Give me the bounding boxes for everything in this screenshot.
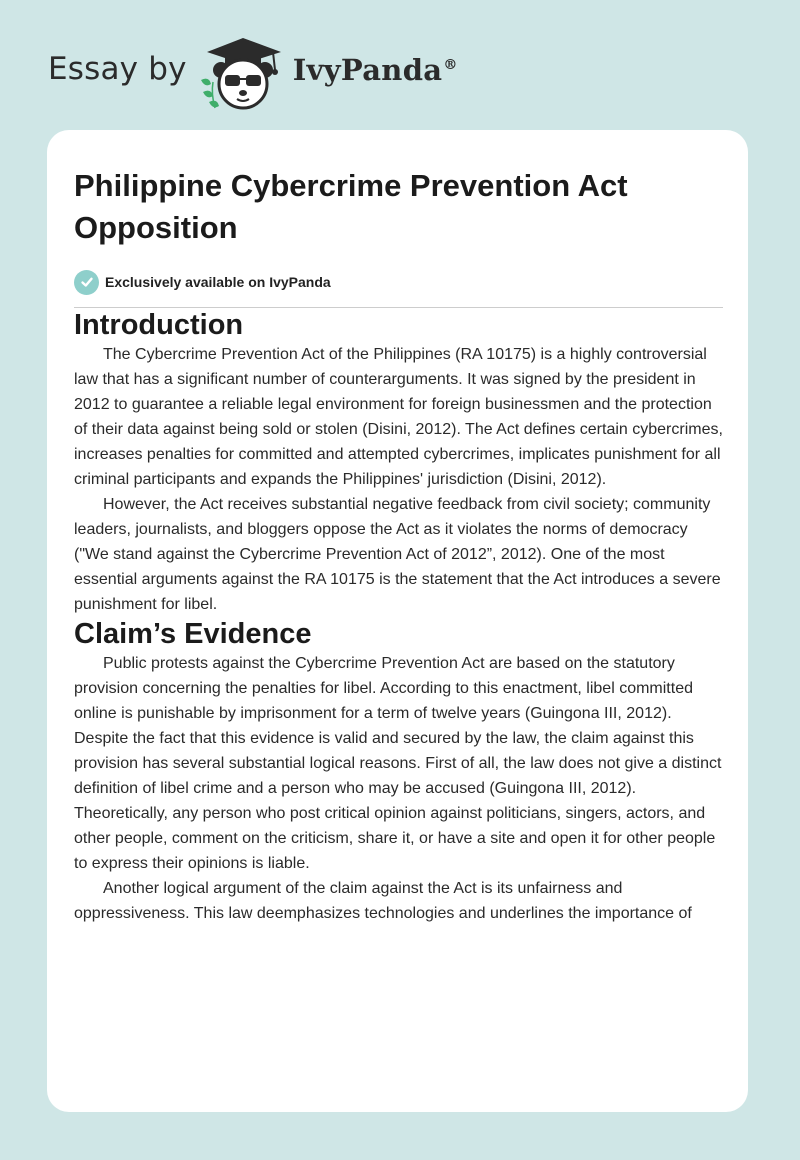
ivypanda-logo-icon[interactable] — [197, 32, 289, 112]
brand-name[interactable]: IvyPanda® — [292, 53, 458, 87]
paragraph: The Cybercrime Prevention Act of the Philippines (RA 10175) is a highly controversial law that has a significant number of counterarguments. It was signed by the president in 2012 to guarantee a reliable legal environment for foreign businessmen and the protection of their data against being sold or stolen (Disini, 2012). The Act defines certain cybercrimes, increases penalties for committed and attempted cybercrimes, implicates punishment for all criminal participants and expands the Philippines' jurisdiction (Disini, 2012). — [74, 346, 723, 488]
essay-content — [74, 130, 724, 926]
section-heading: Claim’s Evidence — [74, 618, 312, 650]
section-heading: Introduction — [74, 309, 244, 341]
exclusive-label: Exclusively available on IvyPanda — [105, 274, 331, 290]
section-introduction — [74, 308, 724, 617]
essay-card — [47, 130, 748, 1112]
section-claims-evidence — [74, 617, 724, 926]
registered-mark: ® — [443, 57, 458, 74]
paragraph: Another logical argument of the claim against the Act is its unfairness and oppressiveness. This law deemphasizes technologies and underlines the importance of — [74, 880, 692, 922]
exclusive-notice — [74, 269, 724, 295]
essay-by-label: Essay by — [48, 51, 187, 87]
paragraph: However, the Act receives substantial negative feedback from civil society; community leaders, journalists, and bloggers oppose the Act as it violates the norms of democracy ("We stand against the Cybercrime Prevention Act of 2012”, 2012). One of the most essential arguments against the RA 10175 is the statement that the Act introduces a severe punishment for libel. — [74, 496, 721, 613]
check-icon — [74, 270, 99, 295]
paragraph: Public protests against the Cybercrime Prevention Act are based on the statutory provision concerning the penalties for libel. According to this enactment, libel committed online is punishable by imprisonment for a term of twelve years (Guingona III, 2012). Despite the fact that this evidence is valid and secured by the law, the claim against this provision has several substantial logical reasons. First of all, the law does not give a distinct definition of libel crime and a person who may be accused (Guingona III, 2012). Theoretically, any person who post critical opinion against politicians, singers, actors, and other people, comment on the criticism, share it, or have a site and open it for other people to express their opinions is liable. — [74, 655, 722, 872]
page-title: Philippine Cybercrime Prevention Act Opposition — [74, 168, 628, 245]
site-header — [48, 32, 458, 112]
